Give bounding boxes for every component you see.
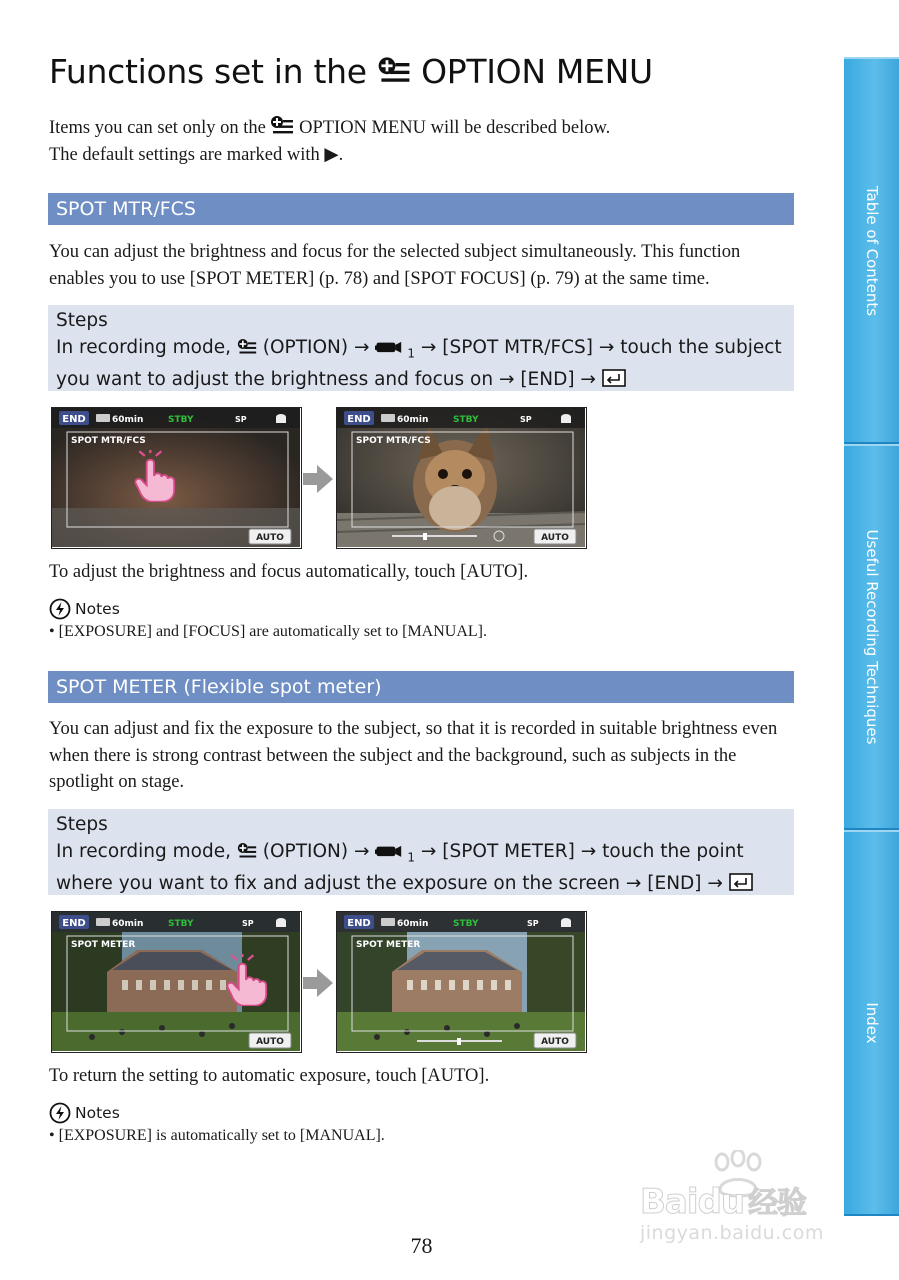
arrow-right-icon bbox=[303, 465, 333, 493]
section1-note: • [EXPOSURE] and [FOCUS] are automatically set to [MANUAL]. bbox=[49, 623, 487, 640]
section1-description: You can adjust the brightness and focus for the selected subject simultaneously. This function enables you to use [SPOT METER] (p. 78) and [SPOT FOCUS] (p. 79) at the same time. bbox=[49, 242, 741, 289]
screen-after-spot-meter bbox=[336, 911, 587, 1053]
section1-after-text: To adjust the brightness and focus automatically, touch [AUTO]. bbox=[49, 562, 529, 582]
screen-label: SPOT MTR/FCS bbox=[356, 436, 431, 446]
camera-menu-icon bbox=[375, 339, 407, 355]
tab-index[interactable]: Index bbox=[844, 830, 899, 1216]
steps-label: Steps bbox=[56, 814, 108, 835]
arrow-right-icon bbox=[303, 969, 333, 997]
steps-text: In recording mode, (OPTION) → $_1$ → [SPOT MTR/FCS] → touch the subject you want to adjust the brightness and focus on → [END] → bbox=[56, 336, 782, 390]
page-number: 78 bbox=[410, 1233, 433, 1258]
section1-steps bbox=[48, 305, 794, 391]
section-heading-spot-mtr-fcs: SPOT MTR/FCS bbox=[48, 193, 794, 225]
watermark-logo: Bai bbox=[640, 1182, 698, 1222]
hud-standby: STBY bbox=[168, 919, 194, 929]
section2-after-text: To return the setting to automatic exposure, touch [AUTO]. bbox=[49, 1066, 490, 1086]
hud-standby: STBY bbox=[168, 415, 194, 425]
section2-note: • [EXPOSURE] is automatically set to [MANUAL]. bbox=[49, 1127, 385, 1144]
hud-end: END bbox=[347, 414, 371, 425]
hud-battery: 60min bbox=[397, 415, 429, 425]
return-icon bbox=[729, 873, 753, 891]
screen-before-spot-mtr-fcs bbox=[51, 407, 302, 549]
hud-end: END bbox=[347, 918, 371, 929]
section-heading-spot-meter: SPOT METER (Flexible spot meter) bbox=[48, 671, 794, 703]
hud-quality: SP bbox=[235, 415, 247, 424]
return-icon bbox=[602, 369, 626, 387]
hud-quality: SP bbox=[242, 919, 254, 928]
screen-label: SPOT METER bbox=[71, 940, 136, 950]
section2-description: You can adjust and fix the exposure to the subject, so that it is recorded in suitable brightness even when there is strong contrast between the subject and the background, such as subjects in the spotlight on stage. bbox=[49, 719, 778, 792]
section1-notes-heading: Notes bbox=[49, 598, 120, 620]
hud-auto-button: AUTO bbox=[541, 533, 569, 543]
notes-icon bbox=[49, 1102, 71, 1124]
steps-label: Steps bbox=[56, 310, 108, 331]
notes-icon bbox=[49, 598, 71, 620]
watermark-cn: 经验 bbox=[748, 1186, 807, 1221]
hud-auto-button: AUTO bbox=[256, 1037, 284, 1047]
hud-battery: 60min bbox=[112, 415, 144, 425]
option-menu-icon bbox=[377, 56, 411, 84]
screen-label: SPOT MTR/FCS bbox=[71, 436, 146, 446]
hud-end: END bbox=[62, 414, 86, 425]
hud-end: END bbox=[62, 918, 86, 929]
page-title: Functions set in the OPTION MENU bbox=[49, 52, 653, 91]
camera-menu-icon bbox=[375, 843, 407, 859]
option-menu-icon bbox=[237, 338, 257, 355]
tab-table-of-contents[interactable]: Table of Contents bbox=[844, 57, 899, 444]
section2-notes-heading: Notes bbox=[49, 1102, 120, 1124]
screen-after-spot-mtr-fcs bbox=[336, 407, 587, 549]
hud-standby: STBY bbox=[453, 415, 479, 425]
steps-text: In recording mode, (OPTION) → $_1$ → [SPOT METER] → touch the point where you want to fix and adjust the exposure on the screen → [END] → bbox=[56, 839, 786, 898]
hud-standby: STBY bbox=[453, 919, 479, 929]
option-menu-icon bbox=[270, 115, 294, 135]
option-menu-icon bbox=[237, 842, 257, 859]
tab-useful-recording-techniques[interactable]: Useful Recording Techniques bbox=[844, 444, 899, 830]
hud-quality: SP bbox=[520, 415, 532, 424]
hud-auto-button: AUTO bbox=[256, 533, 284, 543]
hud-quality: SP bbox=[527, 919, 539, 928]
watermark: Baidu 经验 jingyan.baidu.com bbox=[640, 1150, 845, 1250]
section2-steps bbox=[48, 809, 794, 895]
hud-auto-button: AUTO bbox=[541, 1037, 569, 1047]
screen-label: SPOT METER bbox=[356, 940, 421, 950]
screen-before-spot-meter bbox=[51, 911, 302, 1053]
intro-text: Items you can set only on the OPTION MENU will be described below. The default settings are marked with ▶. bbox=[49, 115, 610, 169]
watermark-url: jingyan.baidu.com bbox=[640, 1222, 824, 1244]
hud-battery: 60min bbox=[397, 919, 429, 929]
hud-battery: 60min bbox=[112, 919, 144, 929]
